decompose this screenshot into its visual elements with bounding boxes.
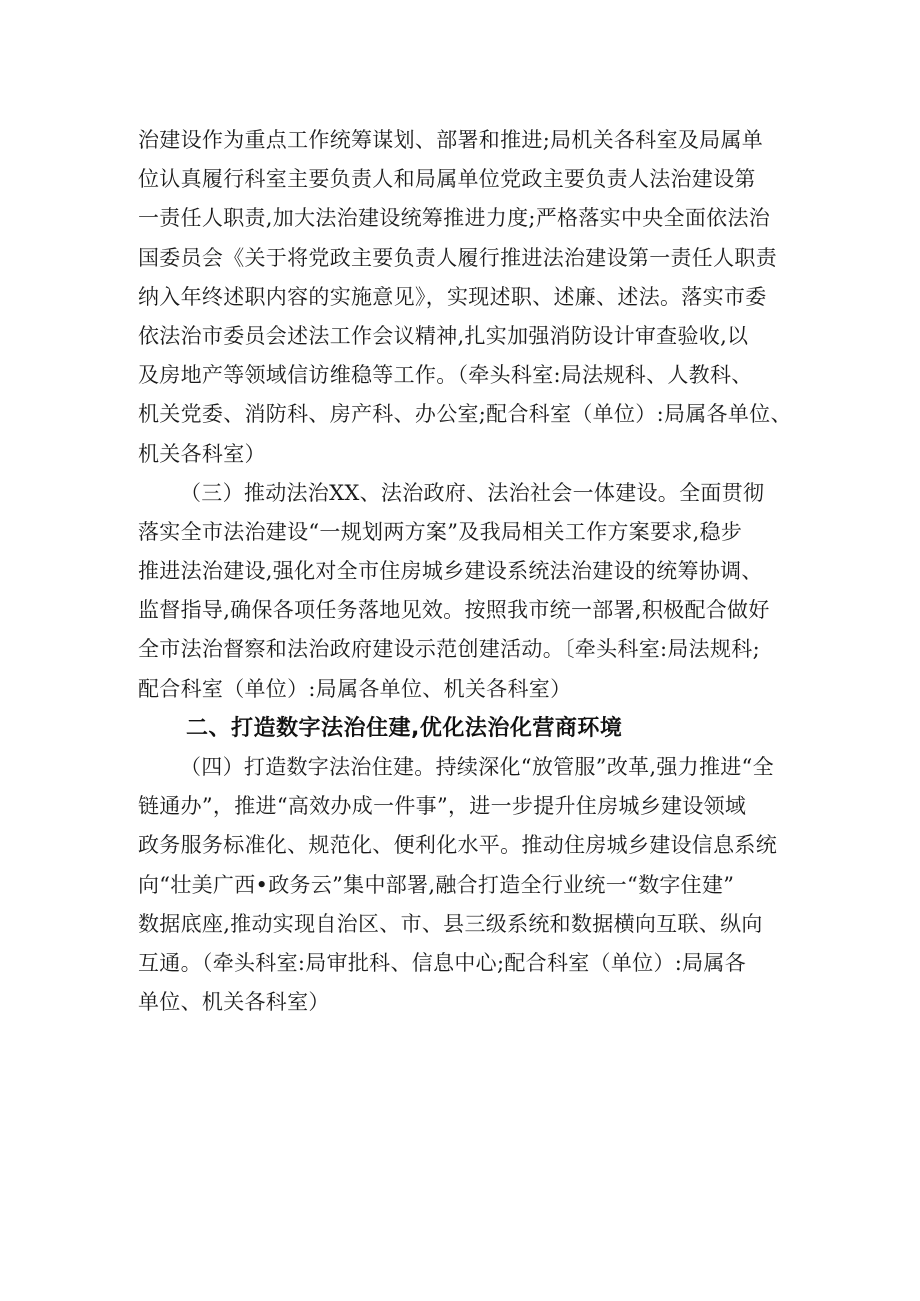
section-heading: 二、打造数字法治住建,优化法治化营商环境 (186, 715, 623, 741)
paragraph-line: 依法治市委员会述法工作会议精神,扎实加强消防设计审查验收,以 (138, 323, 749, 348)
paragraph-line: 单位、机关各科室） (138, 990, 330, 1015)
paragraph-line: 监督指导,确保各项任务落地见效。按照我市统一部署,积极配合做好 (138, 598, 770, 623)
paragraph-line: 一责任人职责,加大法治建设统筹推进力度;严格落实中央全面依法治 (138, 206, 771, 231)
paragraph-line: 纳入年终述职内容的实施意见》，实现述职、述廉、述法。落实市委 (138, 284, 767, 309)
paragraph-line: 全市法治督察和法治政府建设示范创建活动。〔牵头科室:局法规科; (138, 637, 760, 662)
paragraph-line: 链通办”，推进“高效办成一件事”，进一步提升住房城乡建设领域 (138, 794, 747, 819)
paragraph-line: 配合科室（单位）:局属各单位、机关各科室） (138, 676, 572, 701)
paragraph-line: 向“壮美广西•政务云”集中部署,融合打造全行业统一“数字住建” (138, 872, 735, 897)
paragraph-line: 机关党委、消防科、房产科、办公室;配合科室（单位）:局属各单位、 (138, 402, 792, 427)
paragraph-line: 国委员会《关于将党政主要负责人履行推进法治建设第一责任人职责 (138, 245, 777, 270)
paragraph-line: 机关各科室） (138, 441, 266, 466)
paragraph-line: （四）打造数字法治住建。持续深化“放管服”改革,强力推进“全 (180, 755, 774, 779)
paragraph-line: 数据底座,推动实现自治区、市、县三级系统和数据横向互联、纵向 (138, 911, 763, 936)
paragraph-line: 治建设作为重点工作统筹谋划、部署和推进;局机关各科室及局属单 (138, 128, 764, 152)
paragraph-line: 及房地产等领域信访维稳等工作。（牵头科室:局法规科、人教科、 (138, 363, 753, 388)
paragraph-line: （三）推动法治XX、法治政府、法治社会一体建设。全面贯彻 (180, 480, 765, 505)
paragraph-line: 推进法治建设,强化对全市住房城乡建设系统法治建设的统筹协调、 (138, 559, 763, 584)
paragraph-line: 落实全市法治建设“一规划两方案”及我局相关工作方案要求,稳步 (138, 519, 743, 544)
paragraph-line: 互通。（牵头科室:局审批科、信息中心;配合科室（单位）:局属各 (138, 950, 747, 975)
paragraph-line: 位认真履行科室主要负责人和局属单位党政主要负责人法治建设第 (138, 167, 756, 192)
document-body (138, 121, 792, 1022)
paragraph-line: 政务服务标准化、规范化、便利化水平。推动住房城乡建设信息系统 (138, 833, 777, 858)
